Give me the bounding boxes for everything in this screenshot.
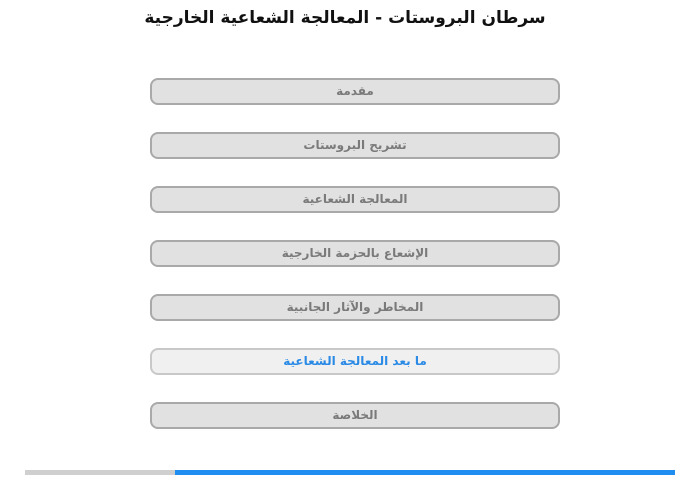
progress-bar-fill <box>175 470 676 475</box>
progress-bar <box>25 470 675 475</box>
page-title: سرطان البروستات - المعالجة الشعاعية الخارجية <box>144 8 546 28</box>
menu-item-risks-side-effects[interactable]: المخاطر والآثار الجانبية <box>150 294 560 321</box>
menu-item-external-beam-radiation[interactable]: الإشعاع بالحزمة الخارجية <box>150 240 560 267</box>
menu-item-radiation-therapy[interactable]: المعالجة الشعاعية <box>150 186 560 213</box>
menu-item-summary[interactable]: الخلاصة <box>150 402 560 429</box>
menu-item-prostate-anatomy[interactable]: تشريح البروستات <box>150 132 560 159</box>
chapter-menu <box>150 78 560 456</box>
menu-item-after-radiation-therapy[interactable]: ما بعد المعالجة الشعاعية <box>150 348 560 375</box>
menu-item-introduction[interactable]: مقدمة <box>150 78 560 105</box>
